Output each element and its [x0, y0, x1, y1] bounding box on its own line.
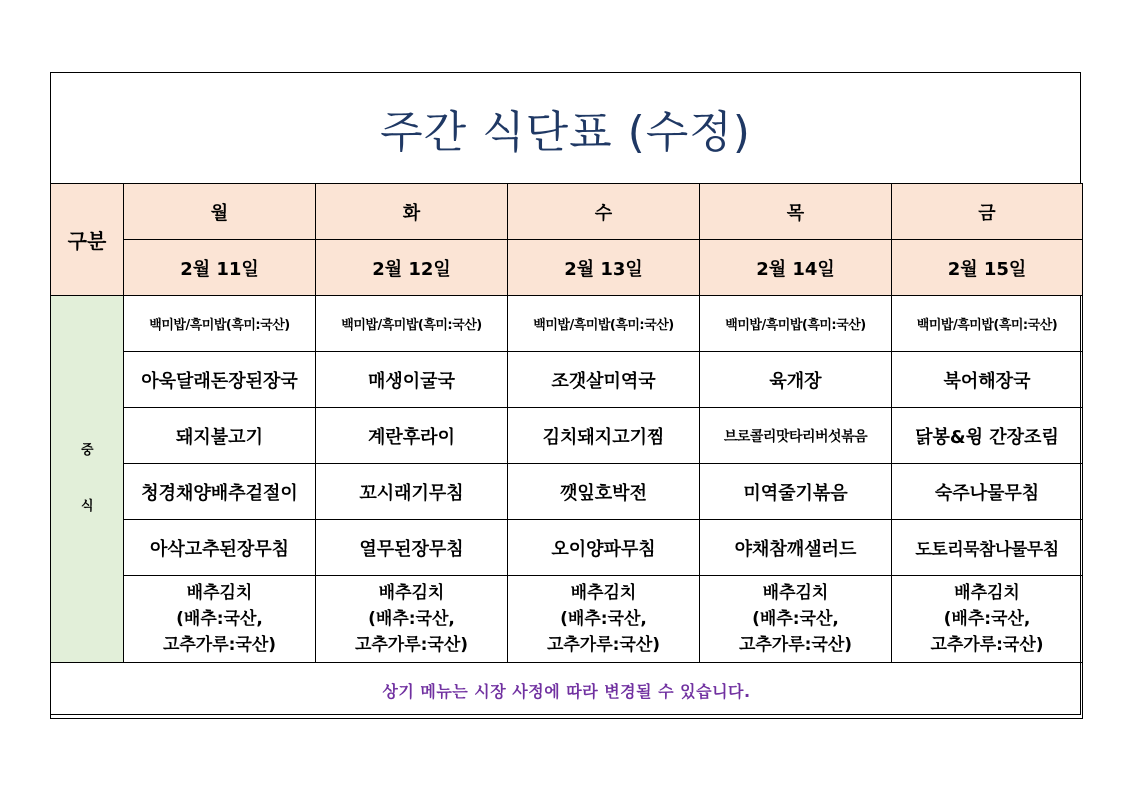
menu-cell: 백미밥/흑미밥(흑미:국산) [700, 296, 892, 352]
menu-cell: 브로콜리맛타리버섯볶음 [700, 408, 892, 464]
menu-cell: 숙주나물무침 [892, 464, 1083, 520]
kimchi-origin: 고추가루:국산) [546, 635, 661, 655]
date-thu: 2월 14일 [700, 240, 892, 296]
menu-cell: 육개장 [700, 352, 892, 408]
menu-cell [124, 576, 316, 663]
date-mon: 2월 11일 [124, 240, 316, 296]
kimchi-origin: (배추:국산, [176, 609, 263, 629]
menu-cell [700, 576, 892, 663]
kimchi-name: 배추김치 [762, 583, 829, 603]
table-row [51, 576, 1083, 663]
kimchi-origin: 고추가루:국산) [930, 635, 1044, 655]
lunch-label-char: 식 [80, 499, 94, 514]
weekly-menu-table [50, 183, 1083, 719]
menu-cell: 백미밥/흑미밥(흑미:국산) [124, 296, 316, 352]
day-wed: 수 [508, 184, 700, 240]
page-title: 주간 식단표 (수정) [380, 107, 751, 158]
menu-cell: 조갯살미역국 [508, 352, 700, 408]
kimchi-origin: 고추가루:국산) [354, 635, 469, 655]
menu-cell: 백미밥/흑미밥(흑미:국산) [316, 296, 508, 352]
menu-cell: 아욱달래돈장된장국 [124, 352, 316, 408]
date-tue: 2월 12일 [316, 240, 508, 296]
menu-cell: 돼지불고기 [124, 408, 316, 464]
menu-cell: 꼬시래기무침 [316, 464, 508, 520]
kimchi-origin: (배추:국산, [368, 609, 455, 629]
menu-change-notice: 상기 메뉴는 시장 사정에 따라 변경될 수 있습니다. [51, 663, 1083, 719]
kimchi-origin: 고추가루:국산) [738, 635, 853, 655]
date-wed: 2월 13일 [508, 240, 700, 296]
kimchi-name: 배추김치 [186, 583, 253, 603]
kimchi-origin: (배추:국산, [560, 609, 647, 629]
menu-cell: 열무된장무침 [316, 520, 508, 576]
menu-cell: 청경채양배추겉절이 [124, 464, 316, 520]
table-row [51, 408, 1083, 464]
menu-cell [316, 576, 508, 663]
day-thu: 목 [700, 184, 892, 240]
kimchi-name: 배추김치 [570, 583, 637, 603]
lunch-label-char: 중 [80, 443, 94, 458]
lunch-section-label [51, 296, 124, 663]
day-mon: 월 [124, 184, 316, 240]
menu-cell: 야채참깨샐러드 [700, 520, 892, 576]
menu-cell: 미역줄기볶음 [700, 464, 892, 520]
day-fri: 금 [892, 184, 1083, 240]
menu-cell: 백미밥/흑미밥(흑미:국산) [892, 296, 1083, 352]
menu-cell: 백미밥/흑미밥(흑미:국산) [508, 296, 700, 352]
day-header-row [51, 184, 1083, 240]
menu-cell [892, 576, 1083, 663]
kimchi-origin: (배추:국산, [752, 609, 839, 629]
table-row [51, 296, 1083, 352]
menu-cell [508, 576, 700, 663]
date-fri: 2월 15일 [892, 240, 1083, 296]
menu-cell: 도토리묵참나물무침 [892, 520, 1083, 576]
menu-cell: 깻잎호박전 [508, 464, 700, 520]
kimchi-name: 배추김치 [378, 583, 445, 603]
category-header: 구분 [51, 184, 124, 296]
menu-cell: 오이양파무침 [508, 520, 700, 576]
table-row [51, 352, 1083, 408]
notice-row [51, 663, 1083, 719]
table-row [51, 520, 1083, 576]
menu-cell: 매생이굴국 [316, 352, 508, 408]
kimchi-origin: (배추:국산, [943, 609, 1031, 629]
menu-cell: 계란후라이 [316, 408, 508, 464]
day-tue: 화 [316, 184, 508, 240]
menu-cell: 북어해장국 [892, 352, 1083, 408]
menu-cell: 아삭고추된장무침 [124, 520, 316, 576]
date-header-row [51, 240, 1083, 296]
kimchi-origin: 고추가루:국산) [162, 635, 277, 655]
kimchi-name: 배추김치 [954, 583, 1020, 603]
table-row [51, 464, 1083, 520]
menu-cell: 김치돼지고기찜 [508, 408, 700, 464]
menu-cell: 닭봉&윙 간장조림 [892, 408, 1083, 464]
